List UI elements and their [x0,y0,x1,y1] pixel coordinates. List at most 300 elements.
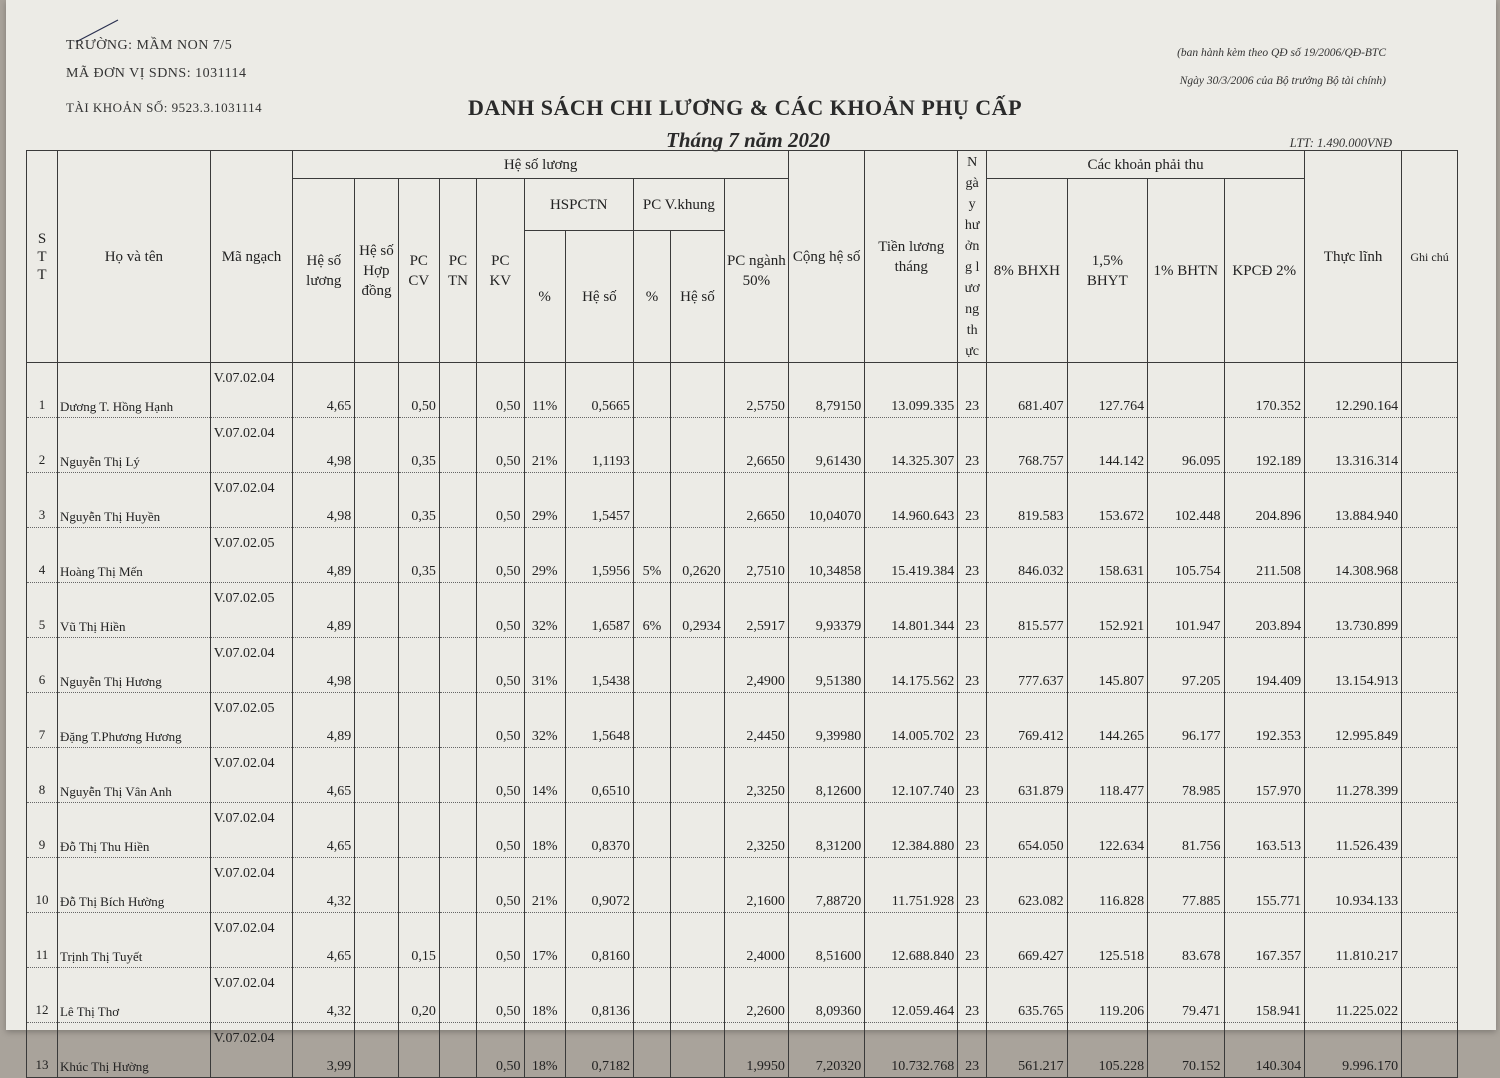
cell-bhxh: 635.765 [987,968,1068,1023]
table-row [27,1023,1458,1078]
cell-vkhung-pct [633,913,670,968]
cell-pc-kv: 0,50 [477,968,524,1023]
cell-contract-coef [355,748,398,803]
cell-bhyt: 122.634 [1067,803,1148,858]
cell-bhxh: 768.757 [987,418,1068,473]
cell-bhxh: 819.583 [987,473,1068,528]
cell-kpcd: 203.894 [1224,583,1305,638]
cell-rank-code: V.07.02.05 [210,693,293,748]
col-base-coef: Hệ số lương [293,179,355,363]
cell-pc-tn [439,418,476,473]
cell-kpcd: 155.771 [1224,858,1305,913]
cell-base-coef: 4,65 [293,363,355,418]
cell-rank-code: V.07.02.04 [210,418,293,473]
cell-bhtn: 96.095 [1148,418,1224,473]
cell-days: 23 [958,913,987,968]
table-body [27,363,1458,1078]
cell-employee-name: Nguyễn Thị Lý [57,418,210,473]
cell-base-coef: 4,98 [293,473,355,528]
cell-vkhung-pct [633,363,670,418]
cell-note [1402,528,1458,583]
cell-employee-name: Vũ Thị Hiền [57,583,210,638]
cell-hspctn-pct: 11% [524,363,565,418]
school-name: TRƯỜNG: MẦM NON 7/5 [66,38,233,53]
cell-bhxh: 623.082 [987,858,1068,913]
cell-row-number: 5 [27,583,58,638]
cell-total-coef: 7,88720 [788,858,864,913]
cell-pc-nganh: 2,2600 [724,968,788,1023]
cell-pc-tn [439,748,476,803]
cell-vkhung-coef: 0,2620 [671,528,725,583]
cell-pc-cv: 0,50 [398,363,439,418]
cell-pc-cv [398,583,439,638]
cell-bhtn: 79.471 [1148,968,1224,1023]
cell-pc-kv: 0,50 [477,858,524,913]
cell-rank-code: V.07.02.04 [210,748,293,803]
cell-contract-coef [355,858,398,913]
cell-rank-code: V.07.02.04 [210,913,293,968]
cell-vkhung-pct: 5% [633,528,670,583]
cell-total-coef: 8,12600 [788,748,864,803]
cell-base-coef: 4,65 [293,913,355,968]
cell-vkhung-coef [671,418,725,473]
cell-kpcd: 192.353 [1224,693,1305,748]
col-kpcd: KPCĐ 2% [1224,179,1305,363]
cell-hspctn-pct: 18% [524,968,565,1023]
cell-bhtn: 70.152 [1148,1023,1224,1078]
cell-hspctn-pct: 29% [524,473,565,528]
page-title: DANH SÁCH CHI LƯƠNG & CÁC KHOẢN PHỤ CẤP [468,95,1023,120]
cell-monthly-salary: 12.384.880 [865,803,958,858]
table-row [27,913,1458,968]
cell-kpcd: 211.508 [1224,528,1305,583]
cell-bhyt: 152.921 [1067,583,1148,638]
cell-pc-tn [439,913,476,968]
cell-vkhung-coef [671,363,725,418]
cell-base-coef: 4,32 [293,858,355,913]
table-row [27,803,1458,858]
cell-bhxh: 777.637 [987,638,1068,693]
cell-vkhung-pct [633,418,670,473]
cell-pc-cv: 0,20 [398,968,439,1023]
cell-pc-kv: 0,50 [477,583,524,638]
cell-rank-code: V.07.02.04 [210,968,293,1023]
cell-note [1402,748,1458,803]
col-salary: Tiền lương tháng [865,151,958,363]
cell-monthly-salary: 12.688.840 [865,913,958,968]
cell-note [1402,1023,1458,1078]
cell-pc-nganh: 2,3250 [724,748,788,803]
cell-kpcd: 204.896 [1224,473,1305,528]
col-vkhung-coef: Hệ số [671,231,725,363]
cell-pc-kv: 0,50 [477,803,524,858]
cell-hspctn-coef: 0,9072 [565,858,633,913]
cell-bhyt: 116.828 [1067,858,1148,913]
cell-bhxh: 561.217 [987,1023,1068,1078]
cell-employee-name: Dương T. Hồng Hạnh [57,363,210,418]
cell-kpcd: 192.189 [1224,418,1305,473]
cell-bhxh: 681.407 [987,363,1068,418]
col-pc-vkhung: PC V.khung [633,179,724,231]
cell-rank-code: V.07.02.04 [210,473,293,528]
cell-rank-code: V.07.02.05 [210,528,293,583]
cell-bhtn: 97.205 [1148,638,1224,693]
cell-bhxh: 769.412 [987,693,1068,748]
cell-monthly-salary: 14.801.344 [865,583,958,638]
table-row [27,473,1458,528]
cell-monthly-salary: 11.751.928 [865,858,958,913]
cell-row-number: 8 [27,748,58,803]
cell-row-number: 6 [27,638,58,693]
cell-monthly-salary: 10.732.768 [865,1023,958,1078]
cell-monthly-salary: 12.059.464 [865,968,958,1023]
cell-contract-coef [355,528,398,583]
cell-bhyt: 144.265 [1067,693,1148,748]
cell-bhtn: 101.947 [1148,583,1224,638]
cell-employee-name: Trịnh Thị Tuyết [57,913,210,968]
cell-base-coef: 4,89 [293,693,355,748]
col-pc-kv: PC KV [477,179,524,363]
cell-pc-kv: 0,50 [477,363,524,418]
cell-vkhung-coef [671,693,725,748]
cell-hspctn-pct: 21% [524,858,565,913]
cell-row-number: 2 [27,418,58,473]
cell-vkhung-pct [633,968,670,1023]
cell-pc-cv [398,748,439,803]
cell-rank-code: V.07.02.05 [210,583,293,638]
cell-days: 23 [958,638,987,693]
cell-pc-nganh: 2,4000 [724,913,788,968]
decree-reference: (ban hành kèm theo QĐ số 19/2006/QĐ-BTC [1177,47,1386,59]
cell-bhtn: 96.177 [1148,693,1224,748]
cell-pc-kv: 0,50 [477,528,524,583]
cell-bhtn: 81.756 [1148,803,1224,858]
cell-kpcd: 157.970 [1224,748,1305,803]
cell-vkhung-pct: 6% [633,583,670,638]
table-row [27,528,1458,583]
cell-days: 23 [958,748,987,803]
cell-pc-kv: 0,50 [477,1023,524,1078]
cell-vkhung-coef [671,1023,725,1078]
cell-bhxh: 846.032 [987,528,1068,583]
cell-pc-tn [439,803,476,858]
cell-note [1402,913,1458,968]
cell-monthly-salary: 14.005.702 [865,693,958,748]
table-row [27,968,1458,1023]
col-pc-cv: PC CV [398,179,439,363]
cell-vkhung-coef [671,913,725,968]
cell-row-number: 9 [27,803,58,858]
cell-employee-name: Đỗ Thị Bích Hường [57,858,210,913]
cell-rank-code: V.07.02.04 [210,363,293,418]
cell-hspctn-pct: 18% [524,1023,565,1078]
cell-hspctn-coef: 0,8136 [565,968,633,1023]
table-row [27,418,1458,473]
col-total-coef: Cộng hệ số [788,151,864,363]
cell-pc-nganh: 2,1600 [724,858,788,913]
cell-monthly-salary: 13.099.335 [865,363,958,418]
cell-monthly-salary: 14.325.307 [865,418,958,473]
payroll-table [26,150,1458,1078]
cell-hspctn-coef: 0,7182 [565,1023,633,1078]
col-deduction-group: Các khoản phải thu [987,151,1305,179]
cell-contract-coef [355,1023,398,1078]
cell-hspctn-pct: 29% [524,528,565,583]
cell-vkhung-coef [671,748,725,803]
cell-base-coef: 4,98 [293,418,355,473]
cell-days: 23 [958,363,987,418]
col-code: Mã ngạch [210,151,293,363]
cell-kpcd: 194.409 [1224,638,1305,693]
cell-pc-nganh: 2,3250 [724,803,788,858]
cell-row-number: 3 [27,473,58,528]
cell-pc-kv: 0,50 [477,913,524,968]
cell-kpcd: 170.352 [1224,363,1305,418]
cell-row-number: 12 [27,968,58,1023]
cell-net-pay: 13.730.899 [1305,583,1402,638]
cell-pc-cv [398,693,439,748]
cell-row-number: 1 [27,363,58,418]
cell-note [1402,638,1458,693]
account-number: TÀI KHOẢN SỐ: 9523.3.1031114 [66,100,263,115]
cell-total-coef: 7,20320 [788,1023,864,1078]
cell-monthly-salary: 15.419.384 [865,528,958,583]
cell-bhtn: 102.448 [1148,473,1224,528]
cell-pc-tn [439,583,476,638]
cell-hspctn-coef: 1,1193 [565,418,633,473]
cell-total-coef: 9,61430 [788,418,864,473]
cell-note [1402,418,1458,473]
cell-hspctn-coef: 0,8370 [565,803,633,858]
cell-vkhung-pct [633,638,670,693]
cell-total-coef: 8,79150 [788,363,864,418]
cell-net-pay: 12.995.849 [1305,693,1402,748]
cell-total-coef: 9,51380 [788,638,864,693]
cell-pc-cv: 0,15 [398,913,439,968]
cell-hspctn-coef: 1,6587 [565,583,633,638]
cell-net-pay: 13.884.940 [1305,473,1402,528]
cell-vkhung-coef: 0,2934 [671,583,725,638]
cell-pc-kv: 0,50 [477,693,524,748]
cell-bhyt: 145.807 [1067,638,1148,693]
cell-bhyt: 125.518 [1067,913,1148,968]
cell-pc-tn [439,693,476,748]
cell-bhyt: 153.672 [1067,473,1148,528]
cell-pc-kv: 0,50 [477,638,524,693]
cell-bhtn: 78.985 [1148,748,1224,803]
cell-total-coef: 9,39980 [788,693,864,748]
cell-bhtn: 105.754 [1148,528,1224,583]
col-contract-coef: Hệ số Hợp đồng [355,179,398,363]
cell-bhyt: 158.631 [1067,528,1148,583]
cell-pc-tn [439,638,476,693]
cell-bhtn: 83.678 [1148,913,1224,968]
cell-note [1402,803,1458,858]
cell-note [1402,968,1458,1023]
base-salary-note: LTT: 1.490.000VNĐ [1289,136,1392,150]
cell-employee-name: Đặng T.Phương Hương [57,693,210,748]
table-row [27,693,1458,748]
cell-days: 23 [958,803,987,858]
cell-pc-nganh: 2,6650 [724,473,788,528]
cell-hspctn-pct: 32% [524,583,565,638]
cell-net-pay: 11.810.217 [1305,913,1402,968]
table-header [27,151,1458,363]
cell-days: 23 [958,858,987,913]
cell-contract-coef [355,583,398,638]
cell-hspctn-coef: 1,5956 [565,528,633,583]
cell-contract-coef [355,473,398,528]
unit-code: MÃ ĐƠN VỊ SDNS: 1031114 [66,66,247,81]
cell-employee-name: Khúc Thị Hường [57,1023,210,1078]
cell-bhyt: 144.142 [1067,418,1148,473]
cell-contract-coef [355,693,398,748]
cell-days: 23 [958,1023,987,1078]
cell-pc-cv [398,638,439,693]
cell-monthly-salary: 14.960.643 [865,473,958,528]
col-days: Ngày hưởng lương thực [958,151,987,363]
cell-days: 23 [958,583,987,638]
col-bhtn: 1% BHTN [1148,179,1224,363]
cell-days: 23 [958,418,987,473]
cell-pc-cv [398,1023,439,1078]
cell-pc-kv: 0,50 [477,418,524,473]
cell-hspctn-pct: 18% [524,803,565,858]
cell-total-coef: 9,93379 [788,583,864,638]
cell-vkhung-coef [671,638,725,693]
cell-base-coef: 4,89 [293,583,355,638]
cell-contract-coef [355,638,398,693]
cell-bhyt: 105.228 [1067,1023,1148,1078]
col-hspctn-pct: % [524,231,565,363]
cell-monthly-salary: 12.107.740 [865,748,958,803]
cell-bhxh: 669.427 [987,913,1068,968]
cell-pc-nganh: 2,7510 [724,528,788,583]
cell-base-coef: 4,65 [293,748,355,803]
cell-pc-kv: 0,50 [477,473,524,528]
cell-kpcd: 167.357 [1224,913,1305,968]
cell-vkhung-pct [633,1023,670,1078]
cell-pc-tn [439,363,476,418]
cell-contract-coef [355,968,398,1023]
cell-note [1402,693,1458,748]
cell-base-coef: 4,65 [293,803,355,858]
cell-total-coef: 8,31200 [788,803,864,858]
cell-pc-kv: 0,50 [477,748,524,803]
cell-contract-coef [355,803,398,858]
cell-rank-code: V.07.02.04 [210,1023,293,1078]
cell-pc-nganh: 2,6650 [724,418,788,473]
cell-row-number: 10 [27,858,58,913]
cell-pc-cv: 0,35 [398,418,439,473]
cell-days: 23 [958,968,987,1023]
cell-net-pay: 10.934.133 [1305,858,1402,913]
page-subtitle: Tháng 7 năm 2020 [666,128,830,152]
cell-note [1402,473,1458,528]
cell-row-number: 13 [27,1023,58,1078]
cell-vkhung-coef [671,473,725,528]
cell-pc-tn [439,968,476,1023]
table-row [27,638,1458,693]
cell-pc-tn [439,528,476,583]
cell-kpcd: 158.941 [1224,968,1305,1023]
cell-hspctn-coef: 0,8160 [565,913,633,968]
cell-base-coef: 3,99 [293,1023,355,1078]
cell-bhxh: 815.577 [987,583,1068,638]
cell-employee-name: Lê Thị Thơ [57,968,210,1023]
cell-bhtn [1148,363,1224,418]
col-stt: S T T [27,151,58,363]
col-pc-tn: PC TN [439,179,476,363]
cell-hspctn-coef: 1,5438 [565,638,633,693]
table-row [27,583,1458,638]
cell-employee-name: Đỗ Thị Thu Hiền [57,803,210,858]
col-hspctn-coef: Hệ số [565,231,633,363]
cell-days: 23 [958,693,987,748]
cell-net-pay: 13.154.913 [1305,638,1402,693]
col-bhyt: 1,5% BHYT [1067,179,1148,363]
cell-hspctn-coef: 1,5457 [565,473,633,528]
cell-row-number: 7 [27,693,58,748]
cell-pc-nganh: 2,4450 [724,693,788,748]
cell-net-pay: 14.308.968 [1305,528,1402,583]
col-net: Thực lĩnh [1305,151,1402,363]
cell-base-coef: 4,32 [293,968,355,1023]
cell-vkhung-coef [671,968,725,1023]
cell-bhtn: 77.885 [1148,858,1224,913]
cell-total-coef: 10,34858 [788,528,864,583]
cell-employee-name: Nguyễn Thị Huyền [57,473,210,528]
cell-pc-nganh: 2,5917 [724,583,788,638]
cell-days: 23 [958,473,987,528]
col-hspctn: HSPCTN [524,179,633,231]
cell-total-coef: 10,04070 [788,473,864,528]
cell-days: 23 [958,528,987,583]
cell-hspctn-pct: 14% [524,748,565,803]
cell-net-pay: 9.996.170 [1305,1023,1402,1078]
col-vkhung-pct: % [633,231,670,363]
cell-row-number: 4 [27,528,58,583]
decree-date: Ngày 30/3/2006 của Bộ trưởng Bộ tài chính) [1179,75,1386,87]
cell-bhyt: 118.477 [1067,748,1148,803]
cell-hspctn-coef: 1,5648 [565,693,633,748]
cell-vkhung-pct [633,858,670,913]
cell-total-coef: 8,51600 [788,913,864,968]
cell-net-pay: 11.225.022 [1305,968,1402,1023]
cell-pc-nganh: 2,5750 [724,363,788,418]
cell-pc-tn [439,1023,476,1078]
cell-base-coef: 4,89 [293,528,355,583]
cell-vkhung-pct [633,473,670,528]
cell-note [1402,583,1458,638]
cell-employee-name: Nguyễn Thị Vân Anh [57,748,210,803]
cell-kpcd: 163.513 [1224,803,1305,858]
cell-contract-coef [355,363,398,418]
cell-vkhung-pct [633,803,670,858]
cell-net-pay: 11.526.439 [1305,803,1402,858]
cell-pc-cv: 0,35 [398,528,439,583]
cell-rank-code: V.07.02.04 [210,638,293,693]
cell-bhyt: 127.764 [1067,363,1148,418]
cell-employee-name: Hoàng Thị Mến [57,528,210,583]
cell-hspctn-pct: 21% [524,418,565,473]
cell-vkhung-pct [633,693,670,748]
cell-hspctn-coef: 0,5665 [565,363,633,418]
cell-contract-coef [355,418,398,473]
cell-row-number: 11 [27,913,58,968]
cell-pc-tn [439,858,476,913]
cell-hspctn-pct: 31% [524,638,565,693]
